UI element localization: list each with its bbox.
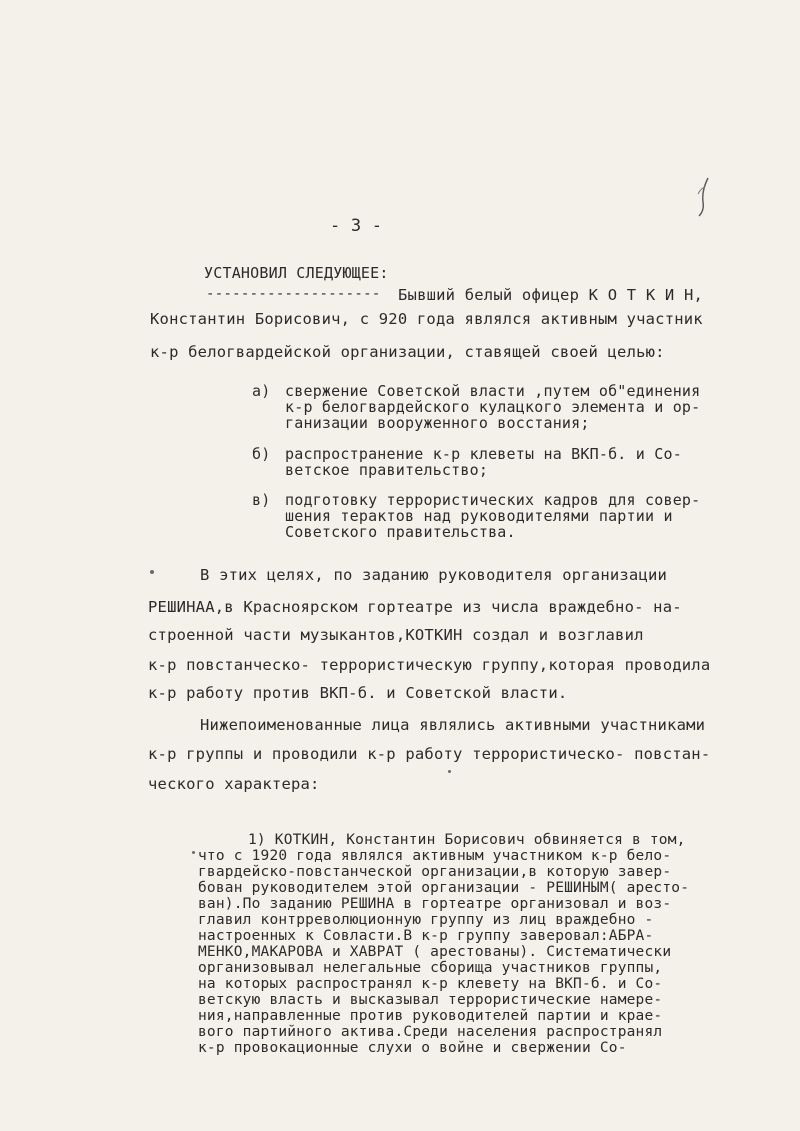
members-line: к-р группы и проводили к-р работу террористическо- повстан- <box>148 745 711 763</box>
charge-line: организовывал нелегальные сборища участников группы, <box>198 960 663 976</box>
charge-line: ван).По заданию РЕШИНА в гортеатре организовал и воз- <box>198 896 672 912</box>
charge-line: что с 1920 года являлся активным участником к-р бело- <box>198 848 672 864</box>
charge-line: МЕНКО,МАКАРОВА и ХАВРАТ ( арестованы). Систематически <box>198 944 672 960</box>
goal-marker: в) <box>252 491 271 509</box>
charge-line: главил контрреволюционную группу из лиц враждебно - <box>198 912 654 928</box>
members-line: Нижепоименованные лица являлись активными участниками <box>200 716 706 734</box>
heading-underline: -------------------- <box>206 286 381 302</box>
charge-line: настроенных к Совласти.В к-р группу заверовал:АБРА- <box>198 928 654 944</box>
charge-line: к-р провокационные слухи о войне и свержении Со- <box>198 1040 627 1056</box>
purpose-line: В этих целях, по заданию руководителя организации <box>200 566 668 584</box>
purpose-line: к-р повстанческо- террористическую группу,которая проводила <box>148 656 711 674</box>
members-line: ческого характера: <box>148 775 320 793</box>
goal-line: к-р белогвардейского кулацкого элемента и ор- <box>285 398 701 416</box>
goal-marker: б) <box>252 445 271 463</box>
intro-line: к-р белогвардейской организации, ставящей своей целью: <box>150 343 665 361</box>
purpose-line: РЕШИНАА,в Красноярском гортеатре из числа враждебно- на- <box>148 598 682 616</box>
charge-line: гвардейско-повстанческой организации,в которую завер- <box>198 864 672 880</box>
section-heading: УСТАНОВИЛ СЛЕДУЮЩЕЕ: <box>204 264 389 282</box>
goal-marker: а) <box>252 382 271 400</box>
charge-line: ветскую власть и высказывал террористические намере- <box>198 992 663 1008</box>
ink-speck <box>192 851 195 854</box>
purpose-line: строенной части музыкантов,КОТКИН создал и возглавил <box>148 626 644 644</box>
pen-mark <box>690 176 720 218</box>
charge-line: ния,направленные против руководителей партии и крае- <box>198 1008 663 1024</box>
charge-line: бован руководителем этой организации - РЕШИНЫМ( аресто- <box>198 880 690 896</box>
charge-line: на которых распространял к-р клевету на ВКП-б. и Со- <box>198 976 663 992</box>
goal-line: распространение к-р клеветы на ВКП-б. и Со- <box>285 445 682 463</box>
goal-line: ветское правительство; <box>285 461 489 479</box>
intro-line: Бывший белый офицер К О Т К И Н, <box>398 286 704 304</box>
charge-line: вого партийного актива.Среди населения распространял <box>198 1024 663 1040</box>
page-number: - 3 - <box>330 216 383 236</box>
purpose-line: к-р работу против ВКП-б. и Советской власти. <box>148 684 568 702</box>
ink-speck <box>448 770 451 773</box>
ink-speck <box>150 570 154 574</box>
goal-line: шения терактов над руководителями партии и <box>285 507 673 525</box>
goal-line: свержение Советской власти ,путем об"единения <box>285 382 701 400</box>
goal-line: ганизации вооруженного восстания; <box>285 414 590 432</box>
goal-line: подготовку террористических кадров для совер- <box>285 491 701 509</box>
goal-line: Советского правительства. <box>285 523 516 541</box>
charge-line: 1) КОТКИН, Константин Борисович обвиняется в том, <box>248 832 686 848</box>
intro-line: Константин Борисович, с 920 года являлся активным участник <box>150 310 703 328</box>
